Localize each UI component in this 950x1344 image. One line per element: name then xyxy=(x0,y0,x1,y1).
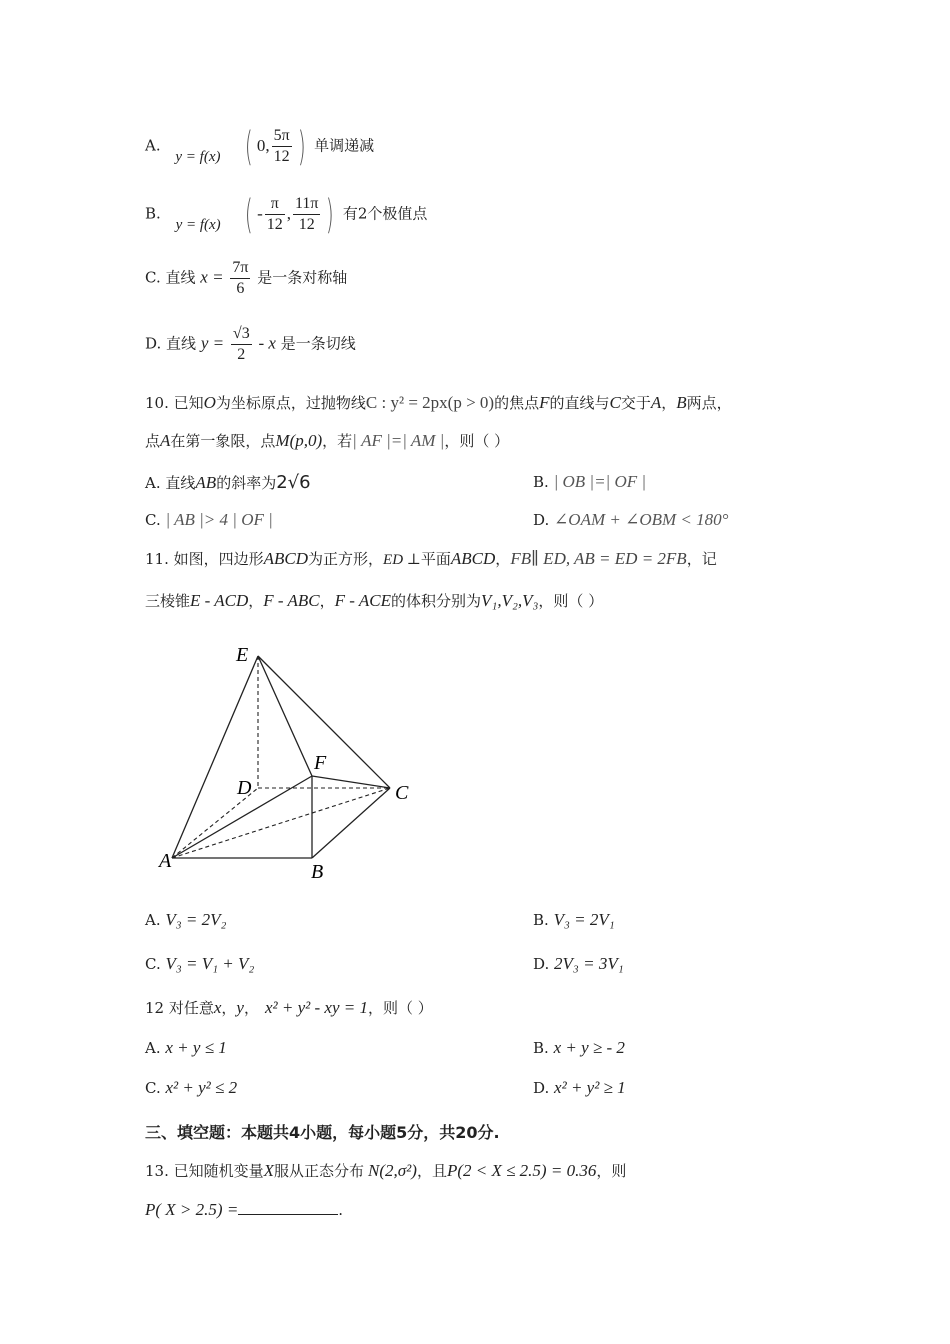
relation-expr: FB∥ ED, AB = ED = 2FB xyxy=(510,549,687,568)
section-heading: 三、填空题：本题共4小题，每小题5分，共20分. xyxy=(145,1123,500,1142)
text: ，且 xyxy=(416,1162,447,1180)
normal-dist: N(2,σ²) xyxy=(368,1161,417,1180)
edge-FC xyxy=(312,776,390,788)
option-expr: | AB |> 4 | OF | xyxy=(165,510,273,529)
text: 服从正态分布 xyxy=(274,1162,365,1180)
option-expr: V₃ = 2V₂ xyxy=(165,910,227,929)
q12-option-d xyxy=(533,1078,626,1098)
text: 点 xyxy=(145,432,161,450)
text: 的斜率为 xyxy=(216,474,277,492)
option-label: D. xyxy=(533,511,550,529)
text: 10. 已知 xyxy=(145,394,204,412)
q9-option-c xyxy=(145,258,347,299)
label-C: C xyxy=(395,782,409,804)
edge-BC xyxy=(312,788,390,858)
var-C: C xyxy=(609,393,621,412)
minus-sign: - xyxy=(257,203,263,223)
tetra-2: F - ABC xyxy=(263,591,320,610)
function-expr: y = f(x) xyxy=(175,216,221,233)
text: ，则（ ） xyxy=(538,592,604,610)
q12-stem xyxy=(145,997,433,1018)
option-label: C. xyxy=(145,1079,161,1097)
var-X: X xyxy=(263,1161,275,1180)
text: ，则（ ） xyxy=(444,432,510,450)
option-label: D. xyxy=(145,334,162,353)
fraction xyxy=(230,258,250,299)
option-expr: x + y ≤ 1 xyxy=(165,1038,227,1057)
q12-option-a xyxy=(145,1038,227,1058)
option-label: A. xyxy=(145,136,161,155)
paren-right: ) xyxy=(297,123,306,170)
edge-AC xyxy=(172,788,390,858)
option-label: A. xyxy=(145,911,161,929)
text: ， xyxy=(248,592,264,610)
option-expr: 2V₃ = 3V₁ xyxy=(554,954,624,973)
q9-option-a xyxy=(145,123,375,170)
paren-left: ( xyxy=(245,123,253,170)
option-text: 是一条对称轴 xyxy=(257,268,348,287)
q11-stem-line1 xyxy=(145,548,717,569)
option-label: A. xyxy=(145,474,161,492)
var-x: x xyxy=(213,998,222,1017)
text: 平面 xyxy=(420,550,451,568)
text: 两点， xyxy=(686,394,732,412)
var-A: A xyxy=(650,393,662,412)
option-prefix: 直线 xyxy=(165,268,196,287)
option-expr: | OB |=| OF | xyxy=(553,472,647,491)
q10-stem-line2 xyxy=(145,430,509,451)
option-text: 是一条切线 xyxy=(280,334,356,353)
option-expr: ∠OAM + ∠OBM < 180° xyxy=(554,510,729,529)
perp-expr: ED ⊥ xyxy=(383,552,421,568)
ask-expr: P( X > 2.5) = xyxy=(145,1200,239,1219)
numerator: √3 xyxy=(231,324,252,345)
var-A: A xyxy=(160,431,171,450)
period: . xyxy=(338,1201,344,1219)
q12-option-b xyxy=(533,1038,625,1058)
label-D: D xyxy=(237,777,252,799)
text: 在第一象限，点 xyxy=(170,432,276,450)
label-E: E xyxy=(236,644,249,666)
condition-expr: | AF |=| AM | xyxy=(352,431,445,450)
function-expr: y = f(x) xyxy=(175,148,221,165)
label-A: A xyxy=(159,850,172,872)
prob-expr: P(2 < X ≤ 2.5) = 0.36 xyxy=(446,1161,597,1180)
segment-AB: AB xyxy=(195,473,217,492)
q11-option-c xyxy=(145,954,254,974)
label-F: F xyxy=(314,752,327,774)
numerator: 5π xyxy=(272,126,292,147)
option-label: C. xyxy=(145,268,161,287)
q10-option-a xyxy=(145,472,311,493)
text: ， xyxy=(495,550,511,568)
denominator: 12 xyxy=(298,216,315,233)
var-B: B xyxy=(676,393,687,412)
option-label: A. xyxy=(145,1039,161,1057)
text: ， xyxy=(243,999,259,1017)
option-expr: x + y ≥ - 2 xyxy=(553,1038,625,1057)
text: 直线 xyxy=(165,474,196,492)
tetra-3: F - ACE xyxy=(334,591,392,610)
paren-left: ( xyxy=(245,191,254,238)
edge-EA xyxy=(172,656,258,858)
option-expr: x² + y² ≥ 1 xyxy=(554,1078,626,1097)
fraction xyxy=(231,324,252,365)
edge-EF xyxy=(258,656,312,776)
var-O: O xyxy=(203,393,216,412)
pyramid-figure xyxy=(150,640,430,885)
numerator: 7π xyxy=(230,258,250,279)
q11-option-d xyxy=(533,954,624,974)
q10-option-c xyxy=(145,510,273,530)
comma: , xyxy=(286,203,291,223)
option-label: C. xyxy=(145,955,161,973)
text: 的焦点 xyxy=(494,394,540,412)
label-B: B xyxy=(311,861,324,883)
var-F: F xyxy=(539,393,550,412)
q13-stem xyxy=(145,1160,626,1181)
paren-right: ) xyxy=(326,191,335,238)
option-label: B. xyxy=(533,1039,549,1057)
text: ， xyxy=(221,999,237,1017)
option-label: D. xyxy=(533,1079,550,1097)
denominator: 12 xyxy=(266,216,283,233)
volumes: V₁,V₂,V₃ xyxy=(481,591,539,610)
q9-option-b xyxy=(145,191,428,238)
option-text: 有2个极值点 xyxy=(342,204,428,223)
text: 11. 如图，四边形 xyxy=(145,550,264,568)
text: ，若 xyxy=(322,432,353,450)
text: 为正方形， xyxy=(308,550,384,568)
plane-ABCD: ABCD xyxy=(450,549,496,568)
option-label: B. xyxy=(533,473,549,491)
q11-option-b xyxy=(533,910,615,930)
interval-zero: 0, xyxy=(256,135,270,155)
text: ， xyxy=(661,394,677,412)
q10-option-b xyxy=(533,472,646,492)
q12-option-c xyxy=(145,1078,237,1098)
option-expr: V₃ = V₁ + V₂ xyxy=(165,954,255,973)
option-label: C. xyxy=(145,511,161,529)
q10-option-d xyxy=(533,510,728,530)
text: 三棱锥 xyxy=(145,592,191,610)
var-expr: y = xyxy=(200,333,225,353)
text: ，则 xyxy=(596,1162,627,1180)
text: ， xyxy=(319,592,335,610)
text: 12 对任意 xyxy=(145,999,214,1017)
slope-value: 2√6 xyxy=(276,472,311,493)
numerator: 11π xyxy=(293,194,320,215)
option-label: D. xyxy=(533,955,550,973)
parabola-expr: C : y² = 2px(p > 0) xyxy=(365,393,495,412)
answer-blank[interactable] xyxy=(238,1200,338,1215)
fraction-1 xyxy=(265,194,285,235)
q11-option-a xyxy=(145,910,226,930)
q13-answer-line xyxy=(145,1200,343,1220)
point-M: M(p,0) xyxy=(275,431,323,450)
text: ，则（ ） xyxy=(367,999,433,1017)
text: 的体积分别为 xyxy=(391,592,482,610)
denominator: 2 xyxy=(237,346,246,363)
option-expr: x² + y² ≤ 2 xyxy=(165,1078,238,1097)
q9-option-d xyxy=(145,324,356,365)
text: 为坐标原点，过抛物线 xyxy=(215,394,366,412)
tail-expr: - x xyxy=(258,333,276,353)
option-label: B. xyxy=(145,204,161,223)
numerator: π xyxy=(265,194,285,215)
option-prefix: 直线 xyxy=(166,334,197,353)
q10-stem-line1 xyxy=(145,392,732,413)
tetra-1: E - ACD xyxy=(190,591,249,610)
fraction-2 xyxy=(293,194,320,235)
denominator: 12 xyxy=(273,148,290,165)
text: ，记 xyxy=(686,550,717,568)
text: 的直线与 xyxy=(549,394,610,412)
text: 交于 xyxy=(620,394,651,412)
option-text: 单调递减 xyxy=(314,136,375,155)
option-label: B. xyxy=(533,911,549,929)
var-expr: x = xyxy=(200,267,224,287)
q11-stem-line2 xyxy=(145,590,603,611)
equation-expr: x² + y² - xy = 1 xyxy=(264,998,368,1017)
var-y: y xyxy=(236,998,244,1017)
text: 13. 已知随机变量 xyxy=(145,1162,264,1180)
denominator: 6 xyxy=(236,280,245,297)
fraction xyxy=(272,126,292,167)
option-expr: V₃ = 2V₁ xyxy=(553,910,615,929)
square-ABCD: ABCD xyxy=(263,549,309,568)
